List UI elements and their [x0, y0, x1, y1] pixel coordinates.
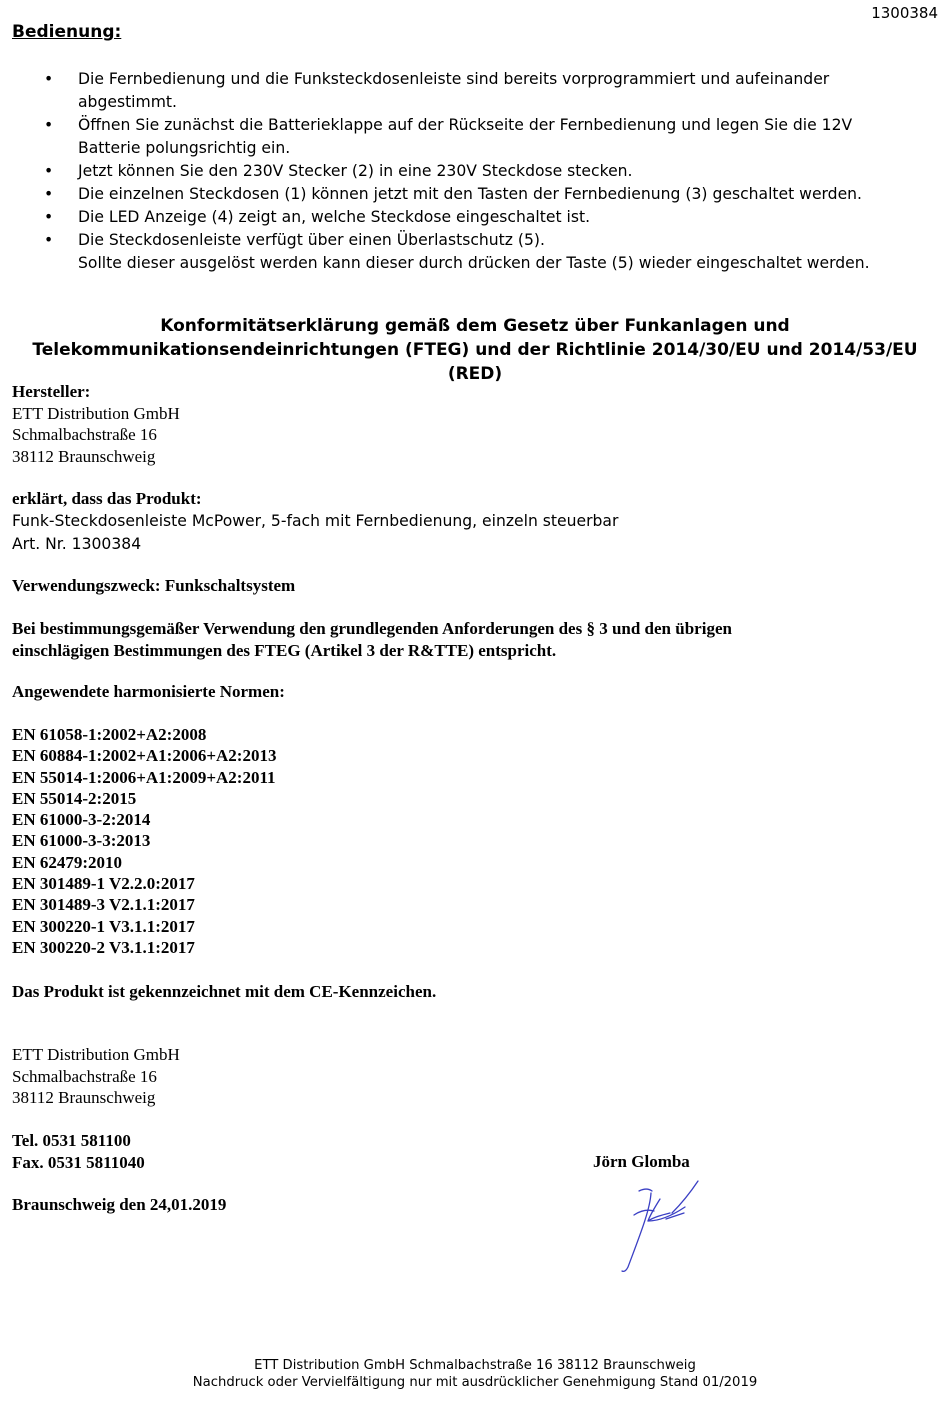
declaration-title — [0, 314, 950, 386]
bullet-icon: • — [44, 208, 54, 226]
list-item — [0, 229, 950, 275]
list-item — [0, 68, 950, 114]
ce-mark-value: Das Produkt ist gekennzeichnet mit dem CE-Kennzeichen. — [12, 982, 437, 1001]
instruction-text: Die einzelnen Steckdosen (1) können jetzt mit den Tasten der Fernbedienung (3) geschaltet werden. — [78, 185, 863, 203]
list-item — [0, 183, 950, 206]
contact-phone-block — [12, 1130, 145, 1173]
norm-item: EN 62479:2010 — [12, 852, 123, 872]
bullet-icon: • — [44, 231, 54, 249]
manufacturer-name: ETT Distribution GmbH — [12, 403, 180, 423]
document-number: 1300384 — [871, 4, 938, 22]
contact-city: 38112 Braunschweig — [12, 1088, 156, 1107]
norm-item: EN 61000-3-2:2014 — [12, 810, 151, 830]
declares-text: erklärt, dass das Produkt: — [12, 489, 202, 508]
manufacturer-block — [12, 381, 180, 467]
manufacturer-street: Schmalbachstraße 16 — [12, 425, 157, 444]
contact-address — [12, 1044, 180, 1109]
signer-name: Jörn Glomba — [593, 1152, 690, 1171]
norm-item: EN 300220-1 V3.1.1:2017 — [12, 916, 195, 936]
norm-item: EN 300220-2 V3.1.1:2017 — [12, 937, 195, 957]
manufacturer-label: Hersteller: — [12, 382, 91, 401]
contact-fax: Fax. 0531 5811040 — [12, 1152, 145, 1172]
norms-list — [12, 724, 276, 958]
instruction-text: Die Steckdosenleiste verfügt über einen Überlastschutz (5). — [78, 231, 545, 249]
bullet-icon: • — [44, 162, 54, 180]
instruction-text-cont: abgestimmt. — [78, 93, 177, 111]
instruction-list — [0, 68, 950, 275]
norm-item: EN 61058-1:2002+A2:2008 — [12, 725, 207, 744]
norm-item: EN 60884-1:2002+A1:2006+A2:2013 — [12, 746, 277, 766]
instruction-text-cont: Sollte dieser ausgelöst werden kann dieser durch drücken der Taste (5) wieder eingeschaltet werden. — [78, 254, 870, 272]
page-footer — [0, 1357, 950, 1391]
list-item — [0, 206, 950, 229]
instruction-text: Öffnen Sie zunächst die Batterieklappe auf der Rückseite der Fernbedienung und legen Sie die 12V — [78, 116, 853, 134]
product-name: Funk-Steckdosenleiste McPower, 5-fach mit Fernbedienung, einzeln steuerbar — [12, 511, 619, 530]
bullet-icon: • — [44, 185, 54, 203]
list-item — [0, 160, 950, 183]
instruction-text: Die Fernbedienung und die Funksteckdosenleiste sind bereits vorprogrammiert und aufeinander — [78, 70, 830, 88]
norm-item: EN 301489-1 V2.2.0:2017 — [12, 874, 195, 894]
purpose-text — [12, 575, 295, 597]
ce-mark-text — [12, 981, 436, 1003]
norm-item: EN 61000-3-3:2013 — [12, 831, 151, 851]
norms-label — [12, 681, 285, 703]
signature-image — [610, 1175, 710, 1275]
list-item — [0, 114, 950, 160]
instruction-text-cont: Batterie polungsrichtig ein. — [78, 139, 291, 157]
declaration-title-line: Konformitätserklärung gemäß dem Gesetz über Funkanlagen und — [160, 316, 790, 336]
bullet-icon: • — [44, 116, 54, 134]
conformity-text — [12, 618, 732, 661]
norm-item: EN 55014-2:2015 — [12, 788, 137, 808]
place-date-value: Braunschweig den 24,01.2019 — [12, 1195, 227, 1214]
declaration-title-line: Telekommunikationsendeinrichtungen (FTEG) und der Richtlinie 2014/30/EU und 2014/53/EU — [32, 340, 918, 360]
conformity-line: Bei bestimmungsgemäßer Verwendung den grundlegenden Anforderungen des § 3 und den übrigen — [12, 619, 732, 638]
instruction-text: Die LED Anzeige (4) zeigt an, welche Steckdose eingeschaltet ist. — [78, 208, 591, 226]
section-heading: Bedienung: — [12, 22, 122, 42]
norms-label-text: Angewendete harmonisierte Normen: — [12, 682, 285, 701]
manufacturer-city: 38112 Braunschweig — [12, 446, 156, 466]
purpose-value: Verwendungszweck: Funkschaltsystem — [12, 576, 296, 595]
footer-address: ETT Distribution GmbH Schmalbachstraße 16 38112 Braunschweig — [254, 1358, 696, 1373]
footer-copyright: Nachdruck oder Vervielfältigung nur mit ausdrücklicher Genehmigung Stand 01/2019 — [192, 1375, 758, 1390]
instruction-text: Jetzt können Sie den 230V Stecker (2) in eine 230V Steckdose stecken. — [78, 162, 633, 180]
norm-item: EN 55014-1:2006+A1:2009+A2:2011 — [12, 767, 276, 787]
contact-company: ETT Distribution GmbH — [12, 1045, 180, 1064]
declaration-title-line: (RED) — [447, 364, 503, 384]
conformity-line: einschlägigen Bestimmungen des FTEG (Artikel 3 der R&TTE) entspricht. — [12, 640, 557, 660]
place-date — [12, 1194, 226, 1216]
article-number: Art. Nr. 1300384 — [12, 534, 142, 553]
contact-street: Schmalbachstraße 16 — [12, 1066, 157, 1086]
product-block — [12, 488, 618, 555]
contact-tel: Tel. 0531 581100 — [12, 1131, 131, 1150]
bullet-icon: • — [44, 70, 54, 88]
norm-item: EN 301489-3 V2.1.1:2017 — [12, 895, 195, 915]
